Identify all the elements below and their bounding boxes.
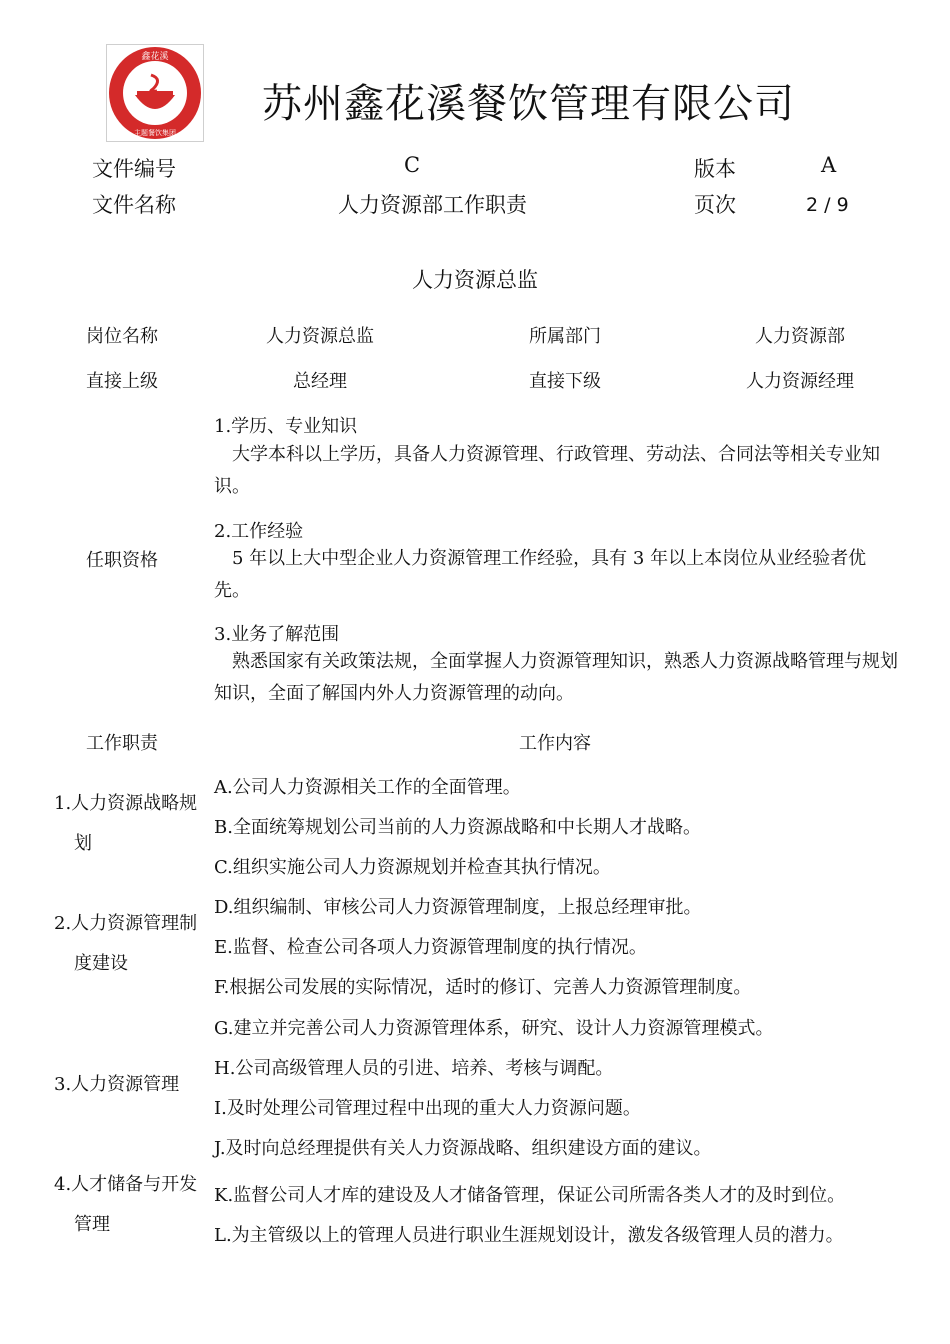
company-seal-logo-icon bbox=[107, 45, 203, 141]
qualification-heading: 1.学历、专业知识 bbox=[214, 416, 358, 437]
version-label: 版本 bbox=[694, 157, 736, 181]
qualification-text: 大学本科以上学历，具备人力资源管理、行政管理、劳动法、合同法等相关专业知识。 bbox=[214, 444, 880, 497]
page-label: 页次 bbox=[694, 193, 736, 217]
superior-label: 直接上级 bbox=[86, 371, 158, 392]
company-logo bbox=[106, 44, 204, 142]
logo-top-text: 鑫花溪 bbox=[141, 52, 169, 62]
qualification-text: 熟悉国家有关政策法规，全面掌握人力资源管理知识，熟悉人力资源战略管理与规划知识，全面了解国内外人力资源管理的动向。 bbox=[214, 651, 898, 704]
duty-item-d: D.组织编制、审核公司人力资源管理制度，上报总经理审批。 bbox=[214, 897, 702, 918]
duty-item-a: A.公司人力资源相关工作的全面管理。 bbox=[214, 777, 521, 798]
position-name-label: 岗位名称 bbox=[86, 326, 158, 347]
responsibility-group-text: 4.人才储备与开发管理 bbox=[54, 1174, 198, 1235]
page-value: 2 / 9 bbox=[806, 194, 849, 216]
duty-column-header: 工作职责 bbox=[86, 733, 158, 754]
duty-item-c: C.组织实施公司人力资源规划并检查其执行情况。 bbox=[214, 857, 611, 878]
duty-item-h: H.公司高级管理人员的引进、培养、考核与调配。 bbox=[214, 1058, 614, 1079]
qualification-heading: 3.业务了解范围 bbox=[214, 624, 340, 645]
duty-item-e: E.监督、检查公司各项人力资源管理制度的执行情况。 bbox=[214, 937, 647, 958]
duty-item-l: L.为主管级以上的管理人员进行职业生涯规划设计，激发各级管理人员的潜力。 bbox=[214, 1225, 844, 1246]
file-name-label: 文件名称 bbox=[92, 193, 176, 217]
document-title: 人力资源总监 bbox=[412, 268, 538, 292]
department-value: 人力资源部 bbox=[755, 326, 845, 347]
department-label: 所属部门 bbox=[529, 326, 601, 347]
responsibility-group-text: 1.人力资源战略规划 bbox=[54, 793, 198, 854]
qualification-heading: 2.工作经验 bbox=[214, 521, 304, 542]
duty-item-b: B.全面统筹规划公司当前的人力资源战略和中长期人才战略。 bbox=[214, 817, 701, 838]
logo-bottom-text: 主题餐饮集团 bbox=[134, 129, 176, 137]
duty-item-j: J.及时向总经理提供有关人力资源战略、组织建设方面的建议。 bbox=[214, 1138, 712, 1159]
version-value: A bbox=[821, 153, 837, 177]
file-no-value: C bbox=[404, 153, 421, 177]
responsibility-group-text: 2.人力资源管理制度建设 bbox=[54, 913, 198, 974]
file-no-label: 文件编号 bbox=[92, 157, 176, 181]
duty-item-k: K.监督公司人才库的建设及人才储备管理，保证公司所需各类人才的及时到位。 bbox=[214, 1185, 846, 1206]
responsibility-group-label bbox=[54, 784, 202, 864]
company-name: 苏州鑫花溪餐饮管理有限公司 bbox=[262, 81, 795, 127]
qualification-text: 5 年以上大中型企业人力资源管理工作经验，具有 3 年以上本岗位从业经验者优先。 bbox=[214, 548, 867, 601]
position-name-value: 人力资源总监 bbox=[266, 326, 374, 347]
superior-value: 总经理 bbox=[293, 371, 347, 392]
content-column-header: 工作内容 bbox=[519, 733, 591, 754]
qualifications-label: 任职资格 bbox=[86, 550, 158, 571]
responsibility-group-label bbox=[54, 1165, 202, 1245]
subordinate-label: 直接下级 bbox=[529, 371, 601, 392]
duty-item-g: G.建立并完善公司人力资源管理体系，研究、设计人力资源管理模式。 bbox=[214, 1018, 774, 1039]
file-name-value: 人力资源部工作职责 bbox=[338, 193, 527, 217]
responsibility-group-label bbox=[54, 904, 202, 984]
duty-item-i: I.及时处理公司管理过程中出现的重大人力资源问题。 bbox=[214, 1098, 641, 1119]
duty-item-f: F.根据公司发展的实际情况，适时的修订、完善人力资源管理制度。 bbox=[214, 977, 752, 998]
subordinate-value: 人力资源经理 bbox=[746, 371, 854, 392]
responsibility-group-text: 3.人力资源管理 bbox=[54, 1074, 180, 1095]
responsibility-group-label bbox=[54, 1065, 202, 1105]
